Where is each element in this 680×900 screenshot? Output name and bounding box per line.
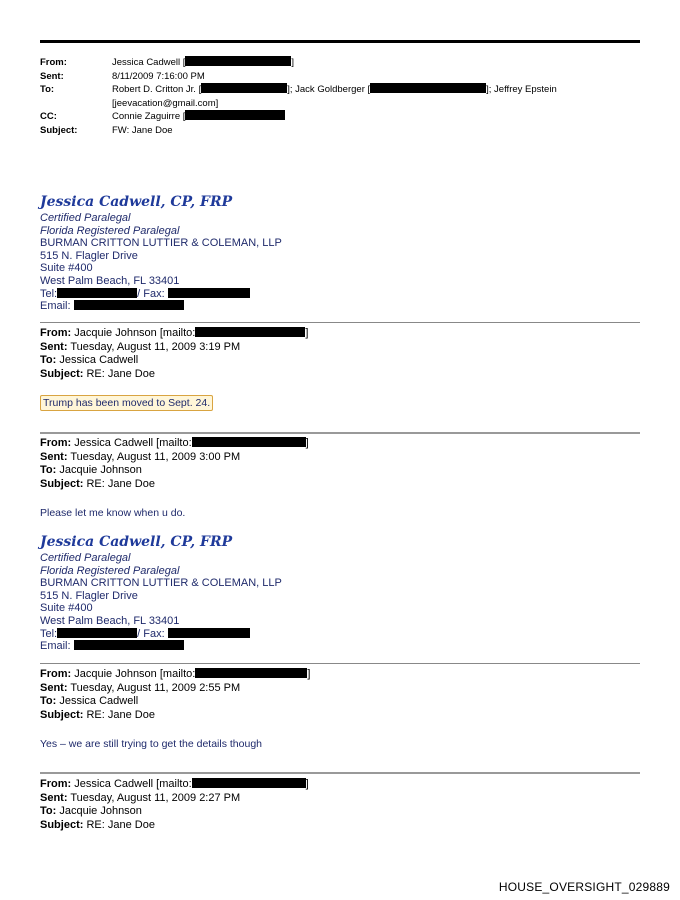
- top-rule: [40, 40, 640, 43]
- sent-value: 8/11/2009 7:16:00 PM: [112, 70, 205, 82]
- divider: [40, 322, 640, 323]
- message-header: From: Jacquie Johnson [mailto: ] Sent: Tuesday, August 11, 2009 3:19 PM To: Jessica Cadwell Subject: RE: Jane Doe: [40, 327, 309, 380]
- redaction-box: [195, 668, 307, 678]
- redaction-box: [201, 83, 287, 93]
- redaction-box: [74, 640, 184, 650]
- cc-label: CC:: [40, 111, 57, 122]
- subject-value: FW: Jane Doe: [112, 124, 173, 136]
- redaction-box: [185, 110, 285, 120]
- message-body: Please let me know when u do.: [40, 507, 186, 519]
- message-header: From: Jessica Cadwell [mailto: ] Sent: Tuesday, August 11, 2009 3:00 PM To: Jacquie Johnson Subject: RE: Jane Doe: [40, 437, 309, 490]
- message-body: [40, 397, 213, 409]
- redaction-box: [57, 288, 137, 298]
- message-header: From: Jessica Cadwell [mailto: ] Sent: Tuesday, August 11, 2009 2:27 PM To: Jacquie Johnson Subject: RE: Jane Doe: [40, 778, 309, 831]
- signature-name: Jessica Cadwell, CP, FRP: [40, 194, 233, 210]
- to-line2: [jeevacation@gmail.com]: [112, 97, 219, 109]
- signature-name: Jessica Cadwell, CP, FRP: [40, 534, 233, 550]
- redaction-box: [192, 437, 306, 447]
- divider: [40, 772, 640, 774]
- redaction-box: [168, 628, 250, 638]
- sent-label: Sent:: [40, 70, 64, 82]
- message-header: From: Jacquie Johnson [mailto: ] Sent: Tuesday, August 11, 2009 2:55 PM To: Jessica Cadwell Subject: RE: Jane Doe: [40, 668, 311, 721]
- from-label: From:: [40, 57, 67, 68]
- bates-number: HOUSE_OVERSIGHT_029889: [498, 880, 670, 894]
- divider: [40, 432, 640, 434]
- redaction-box: [168, 288, 250, 298]
- redaction-box: [57, 628, 137, 638]
- redaction-box: [195, 327, 305, 337]
- redaction-box: [192, 778, 306, 788]
- signature-block: Jessica Cadwell, CP, FRP Certified Paralegal Florida Registered Paralegal BURMAN CRITTON LUTTIER & COLEMAN, LLP 515 N. Flagler Drive Suite #400 West Palm Beach, FL 33401 Tel: / Fax: Email:: [40, 194, 282, 313]
- message-body: Yes – we are still trying to get the details though: [40, 738, 262, 750]
- redaction-box: [74, 300, 184, 310]
- highlighted-text: Trump has been moved to Sept. 24.: [40, 395, 213, 411]
- to-label: To:: [40, 84, 55, 95]
- email-header: From: Jessica Cadwell [ ] Sent: 8/11/2009 7:16:00 PM To: Robert D. Critton Jr. [ ]; Jack Goldberger [ ]; Jeffrey Epstein [jeevacation@gmail.com] CC: Connie Zaguirre [ Subject: FW: Jane Doe: [40, 56, 632, 137]
- redaction-box: [370, 83, 486, 93]
- redaction-box: [185, 56, 291, 66]
- subject-label: Subject:: [40, 124, 78, 136]
- from-name: Jessica Cadwell [: [112, 57, 186, 68]
- signature-block: Jessica Cadwell, CP, FRP Certified Paralegal Florida Registered Paralegal BURMAN CRITTON LUTTIER & COLEMAN, LLP 515 N. Flagler Drive Suite #400 West Palm Beach, FL 33401 Tel: / Fax: Email:: [40, 534, 282, 653]
- divider: [40, 663, 640, 664]
